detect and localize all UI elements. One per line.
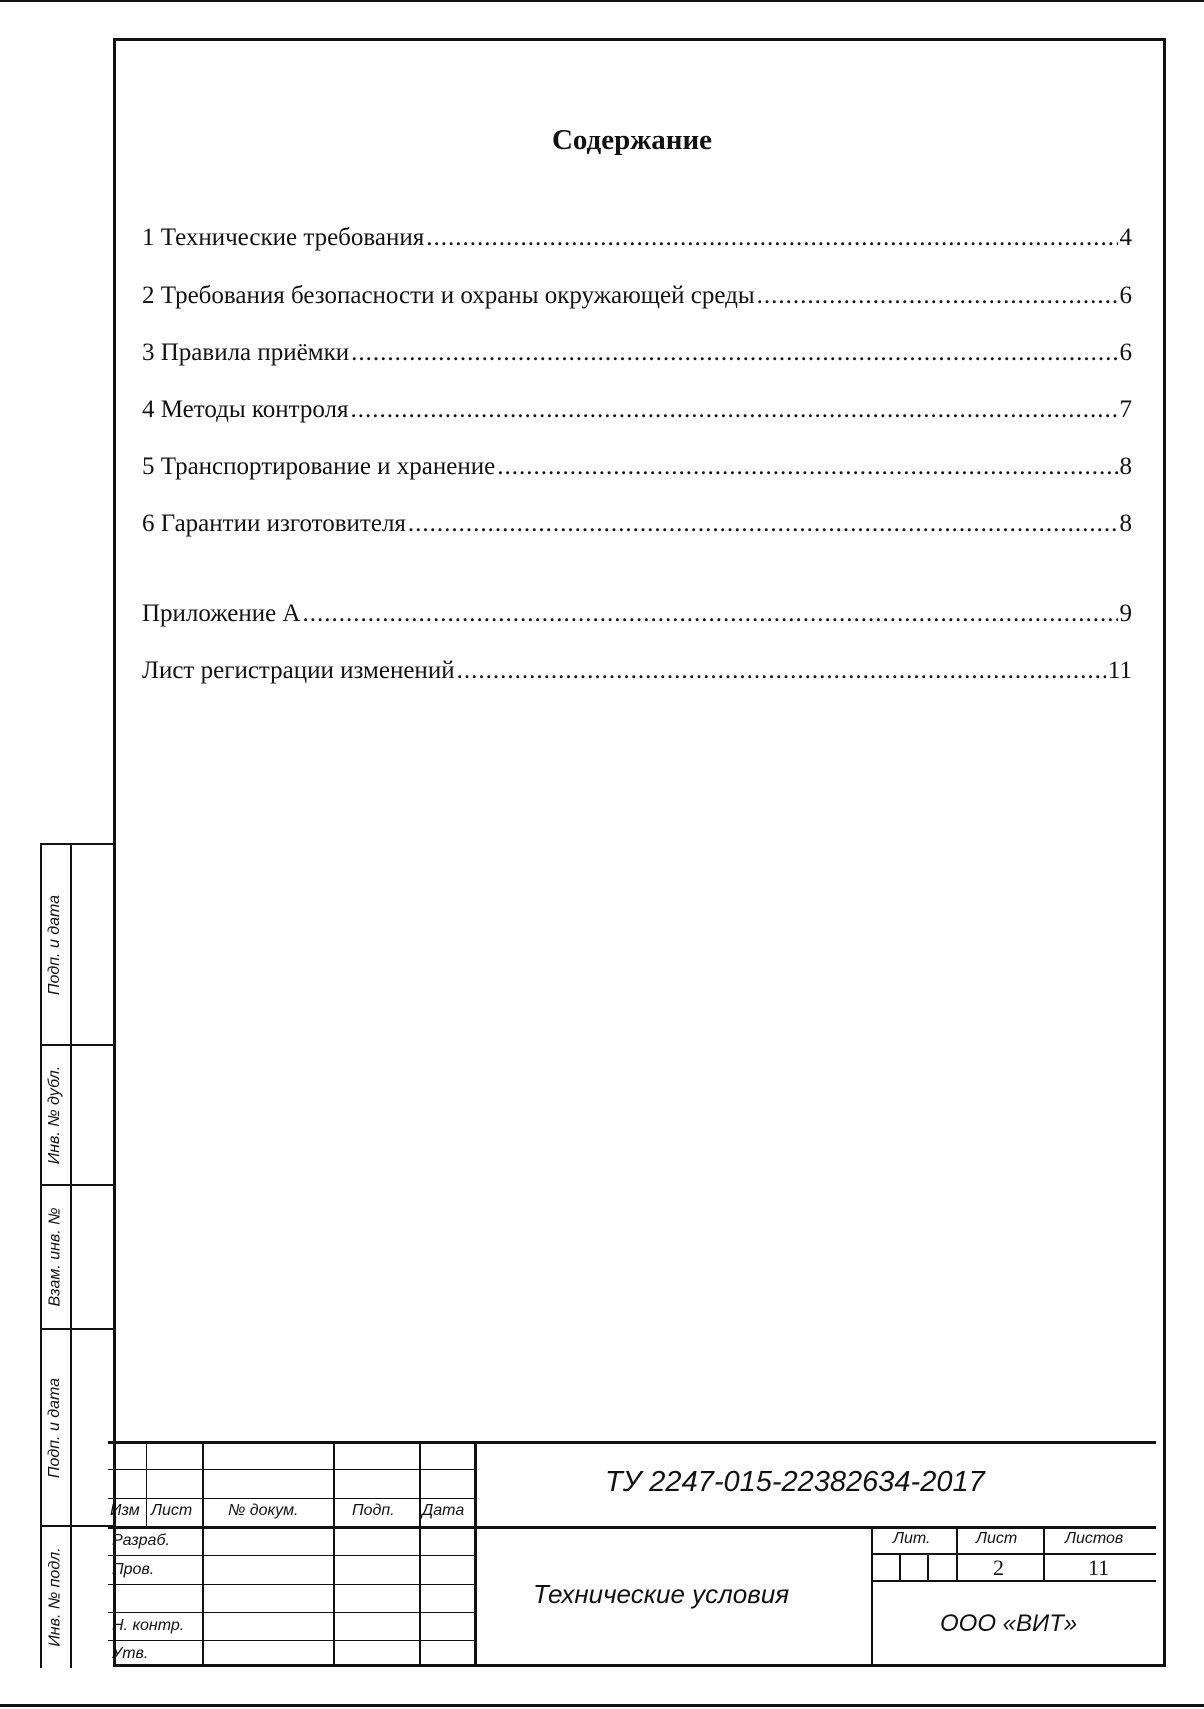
tb-right-row <box>871 1580 1156 1582</box>
tb-right-col <box>871 1526 873 1667</box>
toc-leader <box>302 600 1117 628</box>
col-data-label: Дата <box>422 1502 465 1519</box>
toc-item-page: 6 <box>1119 282 1132 309</box>
tb-top-line <box>108 1441 1156 1444</box>
page-title: Содержание <box>551 124 713 156</box>
toc-item-page: 8 <box>1119 510 1132 537</box>
side-cell-podp-data-2: Подп. и дата <box>46 1377 64 1478</box>
tb-sheet-col <box>1043 1526 1045 1582</box>
col-list-label: Лист <box>151 1502 193 1519</box>
toc-item-text: 3 Правила приёмки <box>142 339 350 366</box>
toc-leader <box>497 453 1117 481</box>
toc-leader <box>426 224 1117 252</box>
toc-item-text: 4 Методы контроля <box>142 396 349 423</box>
company-name: ООО «ВИТ» <box>940 1610 1078 1637</box>
toc-item[interactable] <box>142 282 1132 310</box>
toc-item-page: 7 <box>1119 396 1132 423</box>
col-podp-label: Подп. <box>352 1502 395 1519</box>
tb-right-row <box>871 1553 1156 1555</box>
n-kontr-label: Н. контр. <box>112 1617 185 1634</box>
col-izm-label: Изм <box>110 1502 140 1519</box>
top-scan-edge <box>0 0 1204 2</box>
document-code: ТУ 2247-015-22382634-2017 <box>605 1466 985 1498</box>
tb-col-line <box>202 1441 204 1667</box>
razrab-label: Разраб. <box>112 1532 170 1549</box>
col-dokum-label: № докум. <box>228 1502 299 1519</box>
side-cell-vzam-inv: Взам. инв. № <box>46 1207 64 1307</box>
sheets-label: Листов <box>1065 1530 1124 1547</box>
toc-leader <box>457 657 1106 685</box>
toc-item[interactable] <box>142 600 1132 628</box>
document-name: Технические условия <box>533 1579 790 1609</box>
toc-item-text: 6 Гарантии изготовителя <box>142 510 406 537</box>
toc-item-text: 2 Требования безопасности и охраны окружающей среды <box>142 282 755 309</box>
toc-item[interactable] <box>142 510 1132 538</box>
toc-item[interactable] <box>142 339 1132 367</box>
toc-item-page: 9 <box>1119 600 1132 627</box>
side-cell-podp-data-1: Подп. и дата <box>46 894 64 995</box>
toc-item-text: 5 Транспортирование и хранение <box>142 453 496 480</box>
toc-item-text: Приложение А <box>142 600 301 627</box>
toc-item-text: Лист регистрации изменений <box>142 657 455 684</box>
tb-col-line <box>474 1441 477 1667</box>
sheet-number: 2 <box>993 1555 1004 1580</box>
prov-label: Пров. <box>112 1561 155 1578</box>
lit-label: Лит. <box>893 1530 931 1547</box>
sheet-label: Лист <box>976 1530 1018 1547</box>
tb-lit-sub <box>899 1553 901 1580</box>
sheets-count: 11 <box>1088 1555 1110 1580</box>
tb-col-line <box>146 1441 147 1528</box>
side-cell-inv-dubl: Инв. № дубл. <box>46 1065 64 1165</box>
toc-leader <box>351 339 1117 367</box>
toc-item-text: 1 Технические требования <box>142 224 425 251</box>
toc-item[interactable] <box>142 396 1132 424</box>
tb-mid-line <box>108 1526 1156 1529</box>
toc-leader <box>351 396 1118 424</box>
tb-col-line <box>419 1441 421 1667</box>
toc-item-page: 11 <box>1107 657 1132 684</box>
toc-item-page: 4 <box>1119 224 1132 251</box>
toc-leader <box>408 510 1118 538</box>
toc-item[interactable] <box>142 224 1132 252</box>
tb-col-line <box>333 1441 335 1667</box>
toc-item-page: 8 <box>1119 453 1132 480</box>
side-cell-inv-podl: Инв. № подл. <box>46 1547 64 1647</box>
tb-lit-sub <box>927 1553 929 1580</box>
utv-label: Утв. <box>112 1645 149 1662</box>
toc-item[interactable] <box>142 453 1132 481</box>
toc-item[interactable] <box>142 657 1132 685</box>
tb-lit-col <box>956 1526 958 1582</box>
bottom-scan-edge <box>0 1704 1204 1707</box>
toc-leader <box>757 282 1118 310</box>
toc-item-page: 6 <box>1119 339 1132 366</box>
